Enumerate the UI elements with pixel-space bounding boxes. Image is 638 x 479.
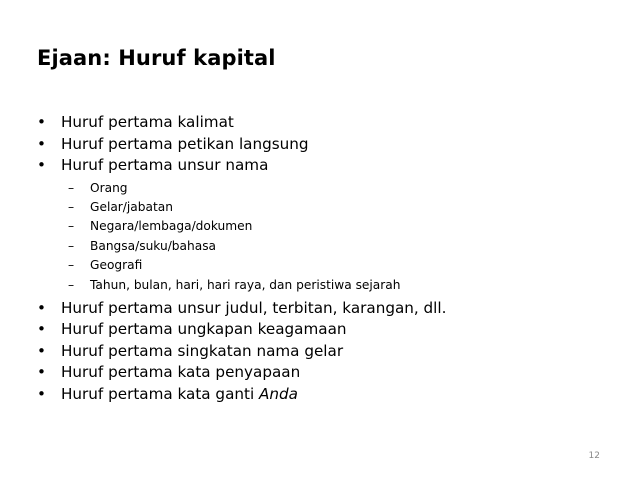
bullet-icon: • [37, 156, 46, 174]
bullet-icon: • [37, 113, 46, 131]
sub-list-item [68, 217, 617, 236]
list-item-text-plain: Huruf pertama kata ganti [61, 384, 260, 403]
list-item-text: Huruf pertama kata penyapaan [61, 363, 301, 382]
dash-icon: – [68, 238, 75, 253]
sub-list-item [68, 276, 617, 295]
slide-content [37, 112, 617, 405]
list-item [37, 112, 617, 134]
list-item [37, 341, 617, 363]
dash-icon: – [68, 180, 75, 195]
sub-list-item-text: Gelar/jabatan [90, 199, 173, 214]
bullet-icon: • [37, 298, 46, 317]
list-item-text: Huruf pertama ungkapan keagamaan [61, 320, 347, 339]
list-item [37, 362, 617, 384]
list-item [37, 155, 617, 177]
bullet-icon: • [37, 320, 46, 339]
list-item [37, 319, 617, 341]
list-item-text: Huruf pertama kalimat [61, 113, 234, 131]
list-item-text [61, 384, 298, 406]
sub-list-item [68, 237, 617, 256]
list-item-text-emphasis: Anda [259, 384, 298, 403]
list-item [37, 298, 617, 320]
dash-icon: – [68, 277, 75, 292]
dash-icon: – [68, 219, 75, 234]
bullet-list [37, 298, 617, 406]
sub-bullet-list [37, 179, 617, 295]
sub-list-item-text: Tahun, bulan, hari, hari raya, dan peristiwa sejarah [90, 277, 401, 292]
bullet-icon: • [37, 134, 46, 153]
sub-list-item [68, 179, 617, 198]
sub-list-item [68, 198, 617, 217]
sub-list-item-text: Geografi [90, 258, 143, 273]
bullet-icon: • [37, 341, 46, 360]
bullet-icon: • [37, 384, 46, 403]
sub-list-item-text: Orang [90, 180, 128, 195]
sub-list-item-text: Bangsa/suku/bahasa [90, 238, 217, 253]
list-item-text: Huruf pertama unsur judul, terbitan, karangan, dll. [61, 298, 447, 317]
list-item-text: Huruf pertama unsur nama [61, 156, 269, 174]
sub-list-item-text: Negara/lembaga/dokumen [90, 219, 253, 234]
list-item-text: Huruf pertama petikan langsung [61, 134, 309, 153]
slide-title: Ejaan: Huruf kapital [37, 46, 276, 70]
bullet-icon: • [37, 363, 46, 382]
dash-icon: – [68, 258, 75, 273]
list-item [37, 384, 617, 406]
page-number: 12 [588, 451, 600, 461]
list-item-text: Huruf pertama singkatan nama gelar [61, 341, 344, 360]
sub-list-item [68, 256, 617, 275]
dash-icon: – [68, 199, 75, 214]
bullet-list [37, 112, 617, 177]
list-item [37, 134, 617, 156]
